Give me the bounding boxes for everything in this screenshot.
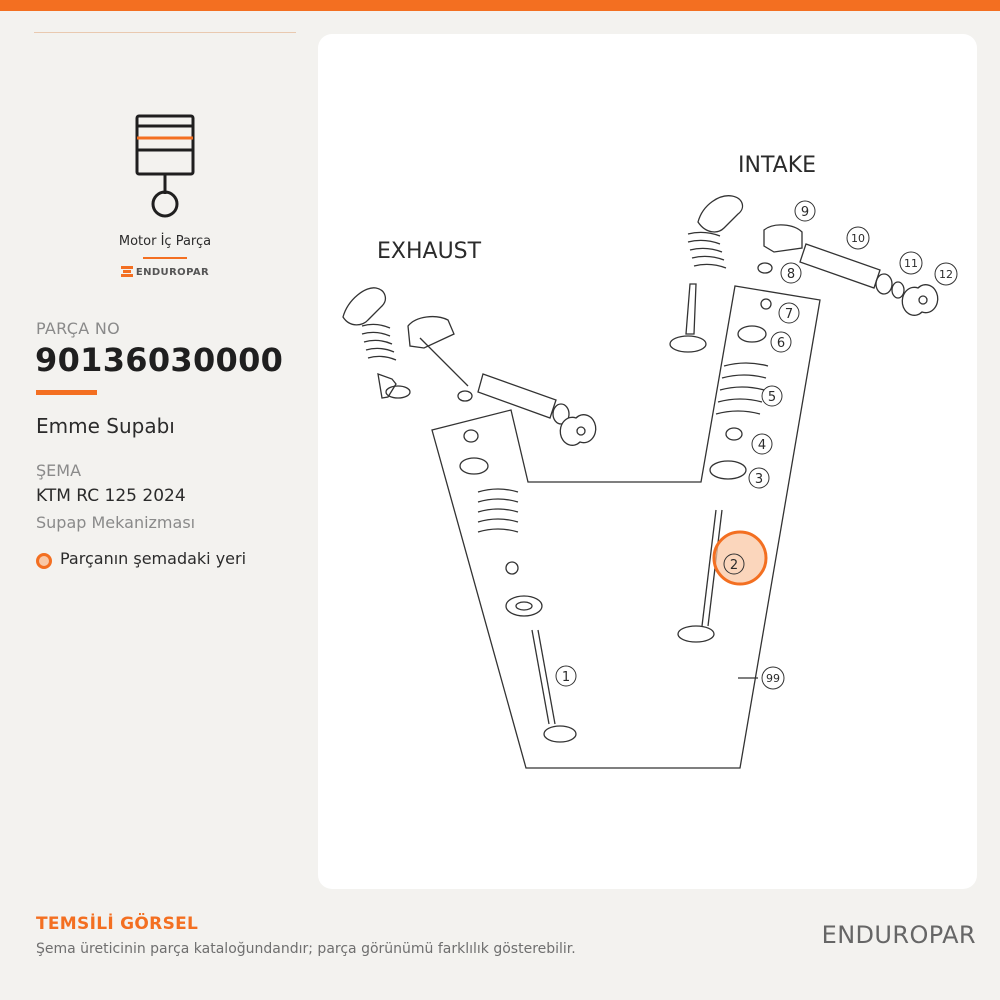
callout-9-text: 9 bbox=[800, 205, 810, 220]
group-outline bbox=[432, 286, 820, 768]
callout-99-text: 99 bbox=[766, 672, 780, 685]
callout-6-text: 6 bbox=[776, 336, 786, 351]
schema-group: Supap Mekanizması bbox=[36, 513, 196, 532]
exhaust-valve-stack bbox=[458, 391, 576, 742]
callout-1-text: 1 bbox=[561, 670, 571, 685]
callout-1 bbox=[556, 666, 576, 686]
callout-3-text: 3 bbox=[754, 472, 764, 487]
exhaust-label: EXHAUST bbox=[377, 239, 482, 264]
brand-mark-icon bbox=[121, 266, 133, 277]
callout-4 bbox=[752, 434, 772, 454]
top-divider bbox=[34, 32, 296, 33]
schema-model: KTM RC 125 2024 bbox=[36, 486, 186, 506]
category-label: Motor İç Parça bbox=[118, 234, 212, 249]
schema-label: ŞEMA bbox=[36, 461, 82, 480]
highlight-marker-icon bbox=[36, 553, 52, 569]
parts-diagram bbox=[318, 34, 977, 889]
footer-note: Şema üreticinin parça kataloğundandır; parça görünümü farklılık gösterebilir. bbox=[36, 941, 576, 957]
part-number: 90136030000 bbox=[35, 341, 284, 379]
category-underline bbox=[143, 257, 187, 259]
callout-6 bbox=[771, 332, 791, 352]
brand-small-text: ENDUROPAR bbox=[135, 267, 210, 278]
callout-4-text: 4 bbox=[757, 438, 767, 453]
callout-5-text: 5 bbox=[767, 390, 777, 405]
callout-11-text: 11 bbox=[904, 257, 918, 270]
callout-12-text: 12 bbox=[939, 268, 953, 281]
part-number-label: PARÇA NO bbox=[36, 319, 121, 338]
exhaust-rocker-assembly bbox=[343, 288, 596, 446]
callout-8 bbox=[781, 263, 801, 283]
callout-2-text: 2 bbox=[729, 558, 739, 573]
footer-title: TEMSİLİ GÖRSEL bbox=[36, 914, 199, 934]
top-accent-bar bbox=[0, 0, 1000, 11]
legend bbox=[36, 549, 246, 569]
brand-logo-small bbox=[60, 266, 270, 278]
intake-label: INTAKE bbox=[738, 153, 817, 178]
part-number-underline bbox=[36, 390, 97, 395]
callout-5 bbox=[762, 386, 782, 406]
callout-10 bbox=[847, 227, 869, 249]
callout-11 bbox=[900, 252, 922, 274]
legend-text: Parçanın şemadaki yeri bbox=[60, 549, 247, 568]
callout-99 bbox=[762, 667, 784, 689]
callout-7-text: 7 bbox=[784, 307, 794, 322]
part-name: Emme Supabı bbox=[36, 414, 175, 438]
callout-8-text: 8 bbox=[786, 267, 796, 282]
callout-7 bbox=[779, 303, 799, 323]
footer-brand: ENDUROPAR bbox=[821, 921, 976, 949]
piston-icon bbox=[135, 114, 195, 220]
callout-10-text: 10 bbox=[851, 232, 865, 245]
callout-3 bbox=[749, 468, 769, 488]
callout-9 bbox=[795, 201, 815, 221]
highlight-ring bbox=[714, 532, 766, 584]
callout-12 bbox=[935, 263, 957, 285]
